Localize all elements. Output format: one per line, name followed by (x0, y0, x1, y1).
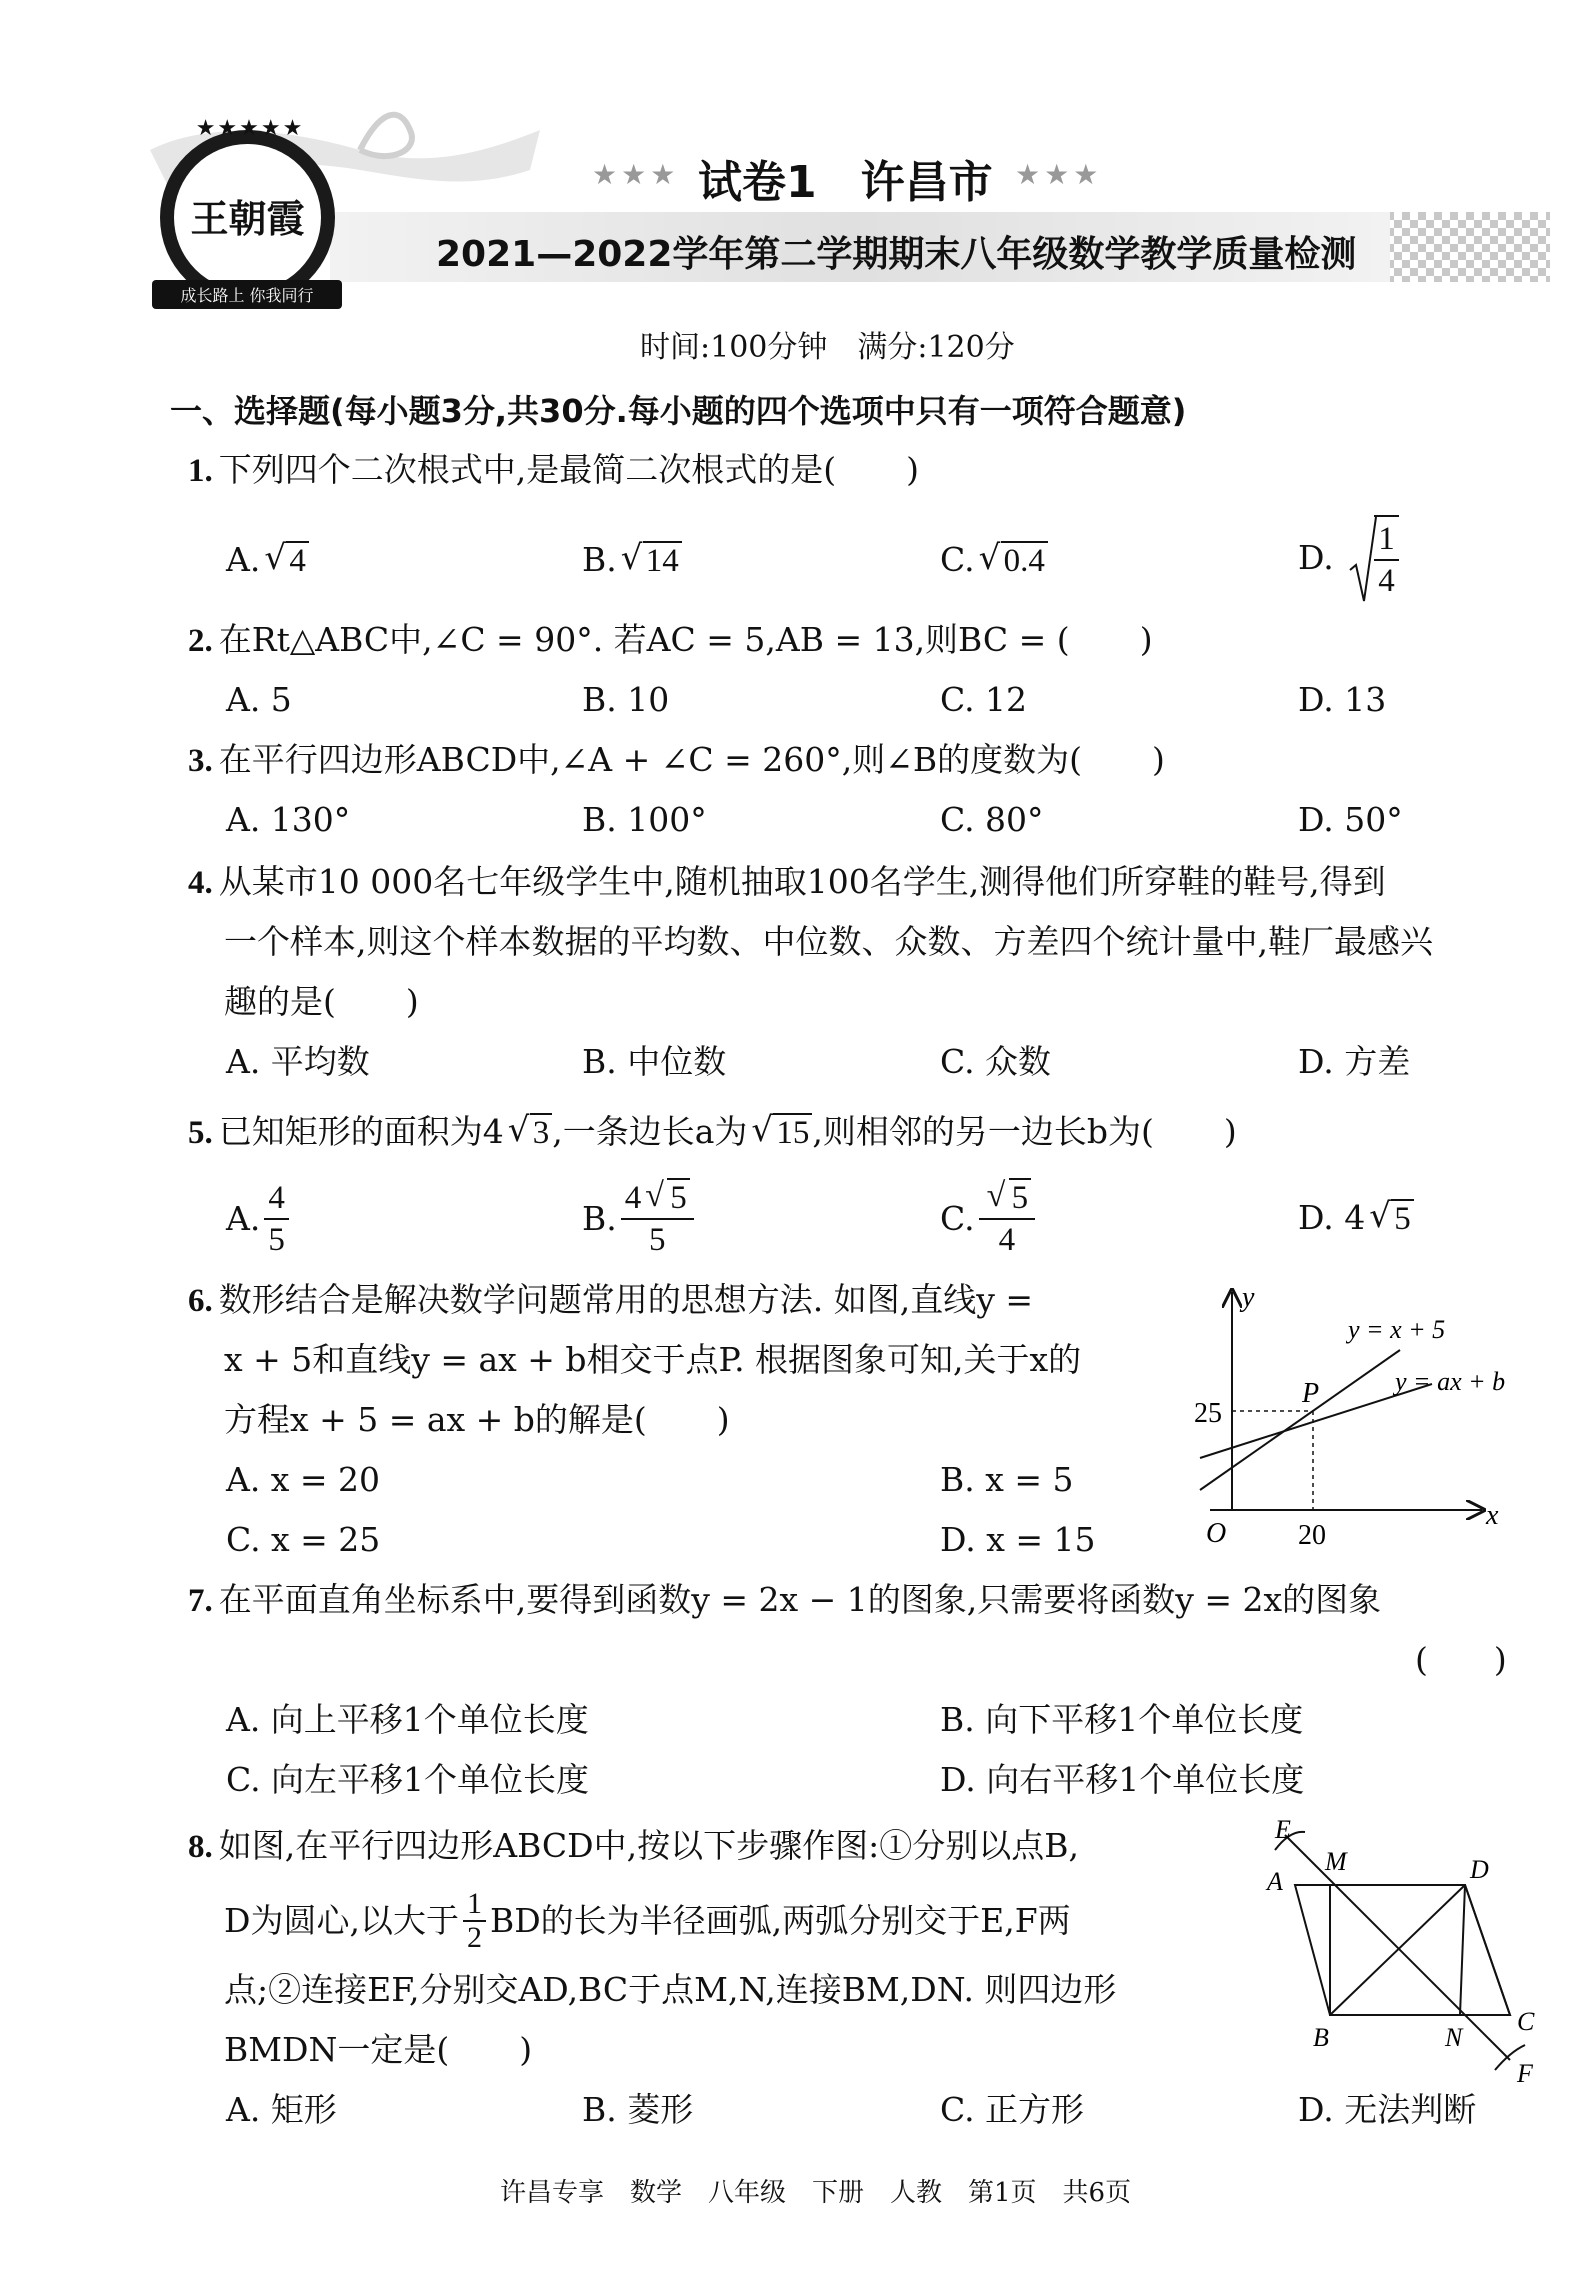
question-8-line3: 点;②连接EF,分别交AD,BC于点M,N,连接BM,DN. 则四边形 (224, 1970, 1117, 2009)
label-a: A (1267, 1867, 1283, 1896)
q1-option-c[interactable]: C.√ 0.4 (940, 540, 1048, 581)
x-tick-label: 20 (1298, 1520, 1326, 1551)
question-4-line3: 趣的是( ) (224, 982, 419, 1021)
q1-option-d[interactable]: D. $\frac{1}{4}$ (1298, 515, 1399, 601)
label-n: N (1445, 2023, 1463, 2052)
question-2: 2. 在Rt△ABC中,∠C = 90°. 若AC = 5,AB = 13,则BC = ( ) (188, 620, 1153, 659)
q7-option-c[interactable]: C. 向左平移1个单位长度 (226, 1760, 590, 1799)
header (0, 0, 1587, 320)
q3-option-d[interactable]: D. 50° (1298, 800, 1403, 839)
q4-option-d[interactable]: D. 方差 (1298, 1042, 1411, 1081)
q6-option-d[interactable]: D. x = 15 (940, 1520, 1096, 1559)
label-d: D (1470, 1855, 1489, 1884)
q2-option-b[interactable]: B. 10 (582, 680, 670, 719)
q5-option-b[interactable]: B. $\frac{4√ 5}{5}$ (582, 1178, 698, 1260)
header-stars-right: ★★★ (1015, 158, 1103, 191)
line2-label: y = ax + b (1395, 1367, 1506, 1396)
q3-option-c[interactable]: C. 80° (940, 800, 1044, 839)
section-heading: 一、选择题(每小题3分,共30分.每小题的四个选项中只有一项符合题意) (170, 392, 1187, 430)
exam-subtitle: 2021—2022学年第二学期期末八年级数学教学质量检测 (436, 234, 1357, 275)
question-8: 8. 如图,在平行四边形ABCD中,按以下步骤作图:①分别以点B, (188, 1826, 1079, 1865)
y-axis-label: y (1242, 1282, 1255, 1313)
question-8-line4: BMDN一定是( ) (224, 2030, 533, 2069)
q8-option-a[interactable]: A. 矩形 (226, 2090, 337, 2129)
question-1: 1. 下列四个二次根式中,是最简二次根式的是( ) (188, 450, 919, 489)
question-number: 1. (188, 453, 213, 489)
q1-option-b[interactable]: B.√ 14 (582, 540, 682, 581)
q6-option-b[interactable]: B. x = 5 (940, 1460, 1074, 1499)
q2-option-c[interactable]: C. 12 (940, 680, 1028, 719)
logo-banner: 成长路上 你我同行 (152, 280, 342, 309)
q4-option-b[interactable]: B. 中位数 (582, 1042, 727, 1081)
x-axis-label: x (1486, 1500, 1499, 1531)
question-3: 3. 在平行四边形ABCD中,∠A + ∠C = 260°,则∠B的度数为( ) (188, 740, 1165, 779)
q4-option-c[interactable]: C. 众数 (940, 1042, 1052, 1081)
question-7: 7. 在平面直角坐标系中,要得到函数y = 2x − 1的图象,只需要将函数y = 2x的图象 (188, 1580, 1382, 1619)
checker-decoration (1370, 212, 1550, 282)
header-stars-left: ★★★ (592, 158, 680, 191)
q3-option-a[interactable]: A. 130° (226, 800, 351, 839)
logo-stars: ★★★★★ (195, 116, 305, 141)
label-e: E (1275, 1820, 1291, 1844)
q2-option-a[interactable]: A. 5 (226, 680, 292, 719)
q6-option-c[interactable]: C. x = 25 (226, 1520, 381, 1559)
origin-label: O (1206, 1518, 1227, 1549)
q2-option-d[interactable]: D. 13 (1298, 680, 1387, 719)
label-m: M (1325, 1847, 1347, 1876)
line-y-x-plus-5 (1200, 1350, 1400, 1490)
q3-option-b[interactable]: B. 100° (582, 800, 707, 839)
q8-option-d[interactable]: D. 无法判断 (1298, 2090, 1477, 2129)
question-4-line2: 一个样本,则这个样本数据的平均数、中位数、众数、方差四个统计量中,鞋厂最感兴 (224, 922, 1433, 961)
q5-option-c[interactable]: C. √ $\frac{5}{4}$ (940, 1178, 1039, 1260)
page-footer: 许昌专享 数学 八年级 下册 人教 第1页 共6页 (500, 2178, 1132, 2208)
question-7-paren: ( ) (1415, 1640, 1507, 1679)
exam-title: 试卷1 许昌市 (698, 157, 993, 208)
question-5: 5. 已知矩形的面积为4√ 3,一条边长a为√ 15,则相邻的另一边长b为( ) (188, 1112, 1237, 1153)
question-6-line3: 方程x + 5 = ax + b的解是( ) (224, 1400, 730, 1439)
q6-figure (1170, 1280, 1540, 1570)
q5-option-d[interactable]: D. 4√ 5 (1298, 1198, 1414, 1239)
q8-option-b[interactable]: B. 菱形 (582, 2090, 694, 2129)
parallelogram-abcd (1330, 1885, 1510, 2015)
segment-dn (1460, 1885, 1465, 2015)
parallelogram-outline (1295, 1885, 1510, 2015)
q7-option-a[interactable]: A. 向上平移1个单位长度 (226, 1700, 589, 1739)
q4-option-a[interactable]: A. 平均数 (226, 1042, 370, 1081)
label-c: C (1517, 2007, 1535, 2036)
y-tick-label: 25 (1194, 1398, 1222, 1429)
q5-option-a[interactable]: A. $\frac{4}{5}$ (226, 1178, 293, 1260)
time-info: 时间:100分钟 满分:120分 (640, 330, 1015, 365)
q7-option-d[interactable]: D. 向右平移1个单位长度 (940, 1760, 1305, 1799)
q8-figure (1255, 1820, 1555, 2090)
question-text: 下列四个二次根式中,是最简二次根式的是( (218, 450, 837, 489)
point-p-label: P (1302, 1378, 1320, 1409)
question-6: 6. 数形结合是解决数学问题常用的思想方法. 如图,直线y = (188, 1280, 1034, 1319)
q1-option-a[interactable]: A.√ 4 (226, 540, 309, 581)
q7-option-b[interactable]: B. 向下平移1个单位长度 (940, 1700, 1304, 1739)
question-8-line2: D为圆心,以大于 $\frac{1}{2}$ BD的长为半径画弧,两弧分别交于E,F两 (224, 1887, 1071, 1954)
publisher-logo (160, 116, 335, 305)
question-6-line2: x + 5和直线y = ax + b相交于点P. 根据图象可知,关于x的 (224, 1340, 1082, 1379)
logo-text: 王朝霞 (190, 197, 305, 241)
label-f: F (1517, 2059, 1533, 2088)
label-b: B (1313, 2023, 1329, 2052)
q6-option-a[interactable]: A. x = 20 (226, 1460, 381, 1499)
q8-option-c[interactable]: C. 正方形 (940, 2090, 1085, 2129)
question-4: 4. 从某市10 000名七年级学生中,随机抽取100名学生,测得他们所穿鞋的鞋号,得到 (188, 862, 1386, 901)
line1-label: y = x + 5 (1348, 1315, 1446, 1344)
